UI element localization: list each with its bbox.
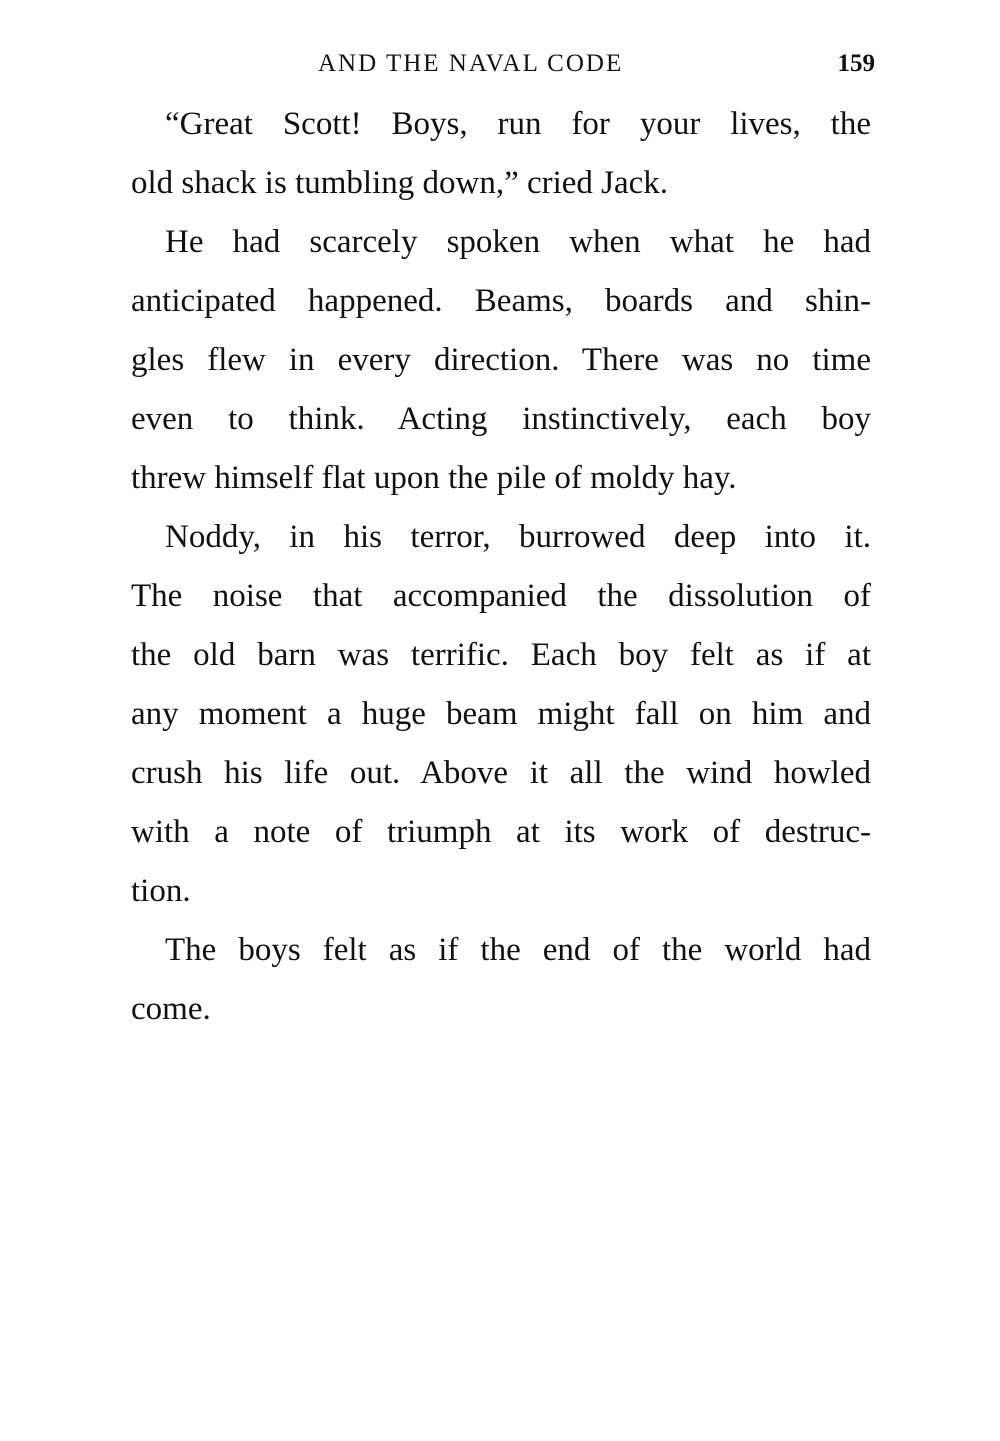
running-head — [130, 44, 875, 84]
body-text — [131, 95, 871, 1039]
text-line: come. — [131, 991, 211, 1027]
text-line: old shack is tumbling down,” cried Jack. — [131, 165, 669, 201]
text-line: even to think. Acting instinctively, each boy — [131, 401, 871, 437]
text-line: anticipated happened. Beams, boards and shin- — [131, 283, 871, 319]
paragraph — [131, 95, 871, 213]
text-line: threw himself flat upon the pile of moldy hay. — [131, 460, 737, 496]
text-line: with a note of triumph at its work of destruc- — [131, 814, 871, 850]
text-line: crush his life out. Above it all the wind howled — [131, 755, 871, 791]
text-line: He had scarcely spoken when what he had — [165, 224, 871, 260]
running-title: AND THE NAVAL CODE — [318, 50, 624, 77]
text-line: The boys felt as if the end of the world had — [165, 932, 871, 968]
page-number: 159 — [837, 50, 875, 77]
text-line: “Great Scott! Boys, run for your lives, the — [165, 106, 871, 142]
text-line: Noddy, in his terror, burrowed deep into it. — [165, 519, 871, 555]
text-line: tion. — [131, 873, 191, 909]
text-line: the old barn was terrific. Each boy felt as if at — [131, 637, 871, 673]
paragraph — [131, 213, 871, 508]
text-line: The noise that accompanied the dissolution of — [131, 578, 871, 614]
text-line: gles flew in every direction. There was no time — [131, 342, 871, 378]
paragraph — [131, 508, 871, 921]
paragraph — [131, 921, 871, 1039]
text-line: any moment a huge beam might fall on him and — [131, 696, 871, 732]
